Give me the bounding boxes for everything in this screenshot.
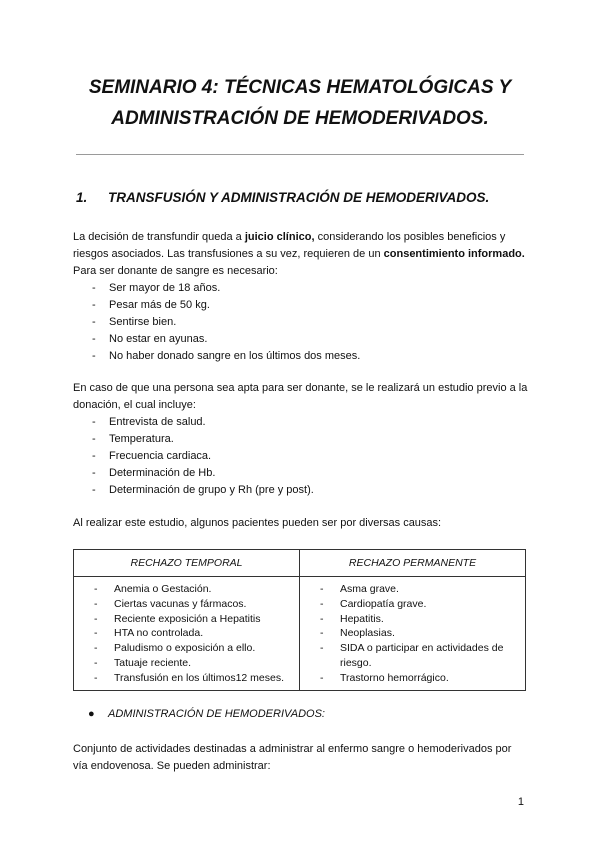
page-number: 1 (517, 796, 524, 808)
list-item: - Frecuencia cardiaca. (92, 450, 212, 462)
list-item: - Determinación de Hb. (92, 467, 216, 479)
intro-paragraph (73, 229, 529, 280)
intro-text-2: considerando los posibles beneficios y riesgos asociados. Las transfusiones a su vez, requieren de un (73, 231, 506, 260)
list-item: - Asma grave. (320, 583, 399, 595)
permanent-rejection-header: RECHAZO PERMANENTE (300, 550, 526, 577)
list-item: - Entrevista de salud. (92, 416, 206, 428)
page-title (60, 72, 540, 134)
list-item: - No haber donado sangre en los últimos dos meses. (92, 350, 361, 362)
title-divider (76, 154, 524, 155)
intro-bold-juicio: juicio clínico, (244, 231, 315, 243)
list-item: - Anemia o Gestación. (94, 583, 212, 595)
list-item: - Reciente exposición a Hepatitis (94, 612, 261, 625)
list-item: - No estar en ayunas. (92, 333, 208, 345)
bullet-icon: ● (88, 708, 95, 720)
permanent-rejection-cell (300, 577, 526, 691)
intro-text-1: La decisión de transfundir queda a (73, 231, 245, 243)
section-number: 1. (76, 190, 88, 205)
donor-requirements-list (73, 280, 360, 365)
subsection-title: ADMINISTRACIÓN DE HEMODERIVADOS: (108, 708, 325, 720)
subsection-heading (88, 708, 325, 720)
section-title: TRANSFUSIÓN Y ADMINISTRACIÓN DE HEMODERIVADOS. (108, 190, 490, 205)
list-item: - Cardiopatía grave. (320, 597, 427, 610)
list-item: - Paludismo o exposición a ello. (94, 642, 256, 655)
study-intro-paragraph: En caso de que una persona sea apta para ser donante, se le realizará un estudio previo a la donación, el cual incluye: (73, 382, 528, 411)
list-item: - Trastorno hemorrágico. (320, 671, 449, 684)
list-item: - Ciertas vacunas y fármacos. (94, 597, 247, 610)
list-item: - Ser mayor de 18 años. (92, 282, 221, 294)
list-item: - Neoplasias. (320, 627, 395, 640)
list-item: - Determinación de grupo y Rh (pre y post). (92, 484, 314, 496)
list-item: - Pesar más de 50 kg. (92, 299, 210, 311)
closing-paragraph: Conjunto de actividades destinadas a administrar al enfermo sangre o hemoderivados por vía endovenosa. Se pueden administrar: (73, 743, 512, 772)
list-item: - Hepatitis. (320, 612, 384, 625)
rejection-intro-paragraph: Al realizar este estudio, algunos pacientes pueden ser por diversas causas: (73, 517, 442, 529)
list-item: - SIDA o participar en actividades de riesgo. (320, 642, 504, 669)
temporal-rejection-header: RECHAZO TEMPORAL (74, 550, 300, 577)
list-item: - HTA no controlada. (94, 627, 204, 640)
list-item: - Sentirse bien. (92, 316, 177, 328)
title-line-1: SEMINARIO 4: TÉCNICAS HEMATOLÓGICAS Y (88, 77, 512, 98)
study-items-list (73, 414, 314, 499)
title-line-2: ADMINISTRACIÓN DE HEMODERIVADOS. (111, 108, 489, 129)
section-heading (76, 190, 489, 205)
intro-text-3: Para ser donante de sangre es necesario: (73, 265, 278, 277)
list-item: - Transfusión en los últimos12 meses. (94, 671, 285, 684)
intro-bold-consentimiento: consentimiento informado. (383, 248, 525, 260)
temporal-rejection-cell (74, 577, 300, 691)
list-item: - Tatuaje reciente. (94, 656, 192, 669)
rejection-table (73, 549, 526, 691)
list-item: - Temperatura. (92, 433, 174, 445)
